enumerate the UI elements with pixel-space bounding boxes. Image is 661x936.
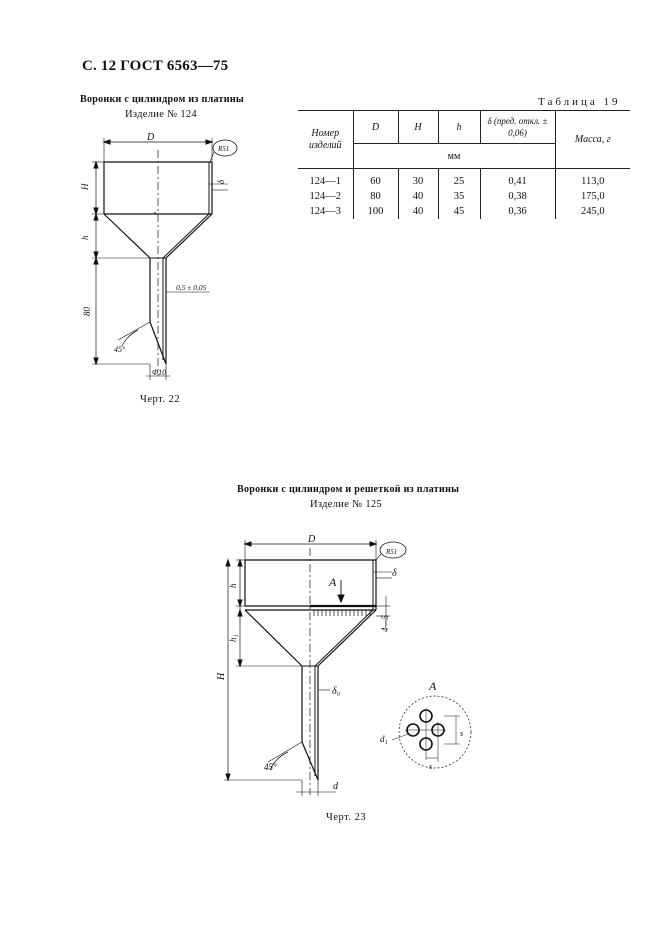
dim-h1-23: h₁ [228, 634, 238, 642]
callout-22: R51 [218, 145, 230, 153]
table-row: 124—2 80 40 35 0,38 175,0 [298, 189, 630, 204]
section1-title: Воронки с цилиндром из платины [80, 94, 244, 105]
dim-delta-23: δ [392, 568, 397, 579]
view-label-A: A [429, 679, 437, 693]
dim-H-23: H [216, 672, 227, 680]
dim-s-vertical: s [460, 729, 464, 738]
table-row: 124—3 100 40 45 0,36 245,0 [298, 204, 630, 219]
dim-H-22: H [80, 183, 90, 190]
dim-h-22: h [80, 235, 90, 240]
caption-22: Черт. 22 [140, 394, 181, 405]
dim-dia-22: Φ10 [152, 368, 167, 377]
funnel-drawing-23 [224, 540, 406, 796]
dim-wall-22: 0,5 ± 0,05 [176, 283, 207, 292]
col-h: h [438, 111, 480, 144]
dim-length-22: 80 [82, 307, 92, 316]
col-D: D [353, 111, 398, 144]
dim-delta0-23: δ₀ [332, 686, 341, 697]
caption-23: Черт. 23 [326, 812, 367, 823]
col-delta: δ (пред. откл. ± 0,06) [480, 111, 555, 144]
table-row: 124—1 60 30 25 0,41 113,0 [298, 169, 630, 190]
dim-angle-23: 45° [264, 762, 277, 772]
dim-D-22: D [147, 132, 155, 143]
col-H: H [398, 111, 438, 144]
section2-title: Воронки с цилиндром и решеткой из платины [237, 484, 460, 495]
dim-gap-23: 4—5 [380, 614, 390, 632]
funnel-drawing-22 [92, 138, 237, 380]
dim-d1-23: d₁ [380, 734, 388, 744]
callout-23: R51 [386, 548, 398, 556]
dim-s-horizontal: s [429, 762, 433, 771]
col-number: Номер изделий [298, 111, 353, 169]
col-mass: Масса, г [555, 111, 630, 169]
page-header: С. 12 ГОСТ 6563—75 [82, 58, 229, 74]
dim-delta-22: δ [216, 179, 226, 184]
dim-D-23: D [308, 534, 316, 545]
section1-item: Изделие № 124 [125, 109, 197, 120]
unit-cell: мм [353, 144, 555, 169]
dim-angle-22: 45° [114, 345, 126, 354]
view-arrow-A: A [329, 575, 337, 589]
dim-h-23: h [228, 583, 238, 588]
section2-item: Изделие № 125 [310, 499, 382, 510]
table-label: Таблица 19 [538, 96, 621, 108]
dim-d-23: d [333, 781, 338, 792]
